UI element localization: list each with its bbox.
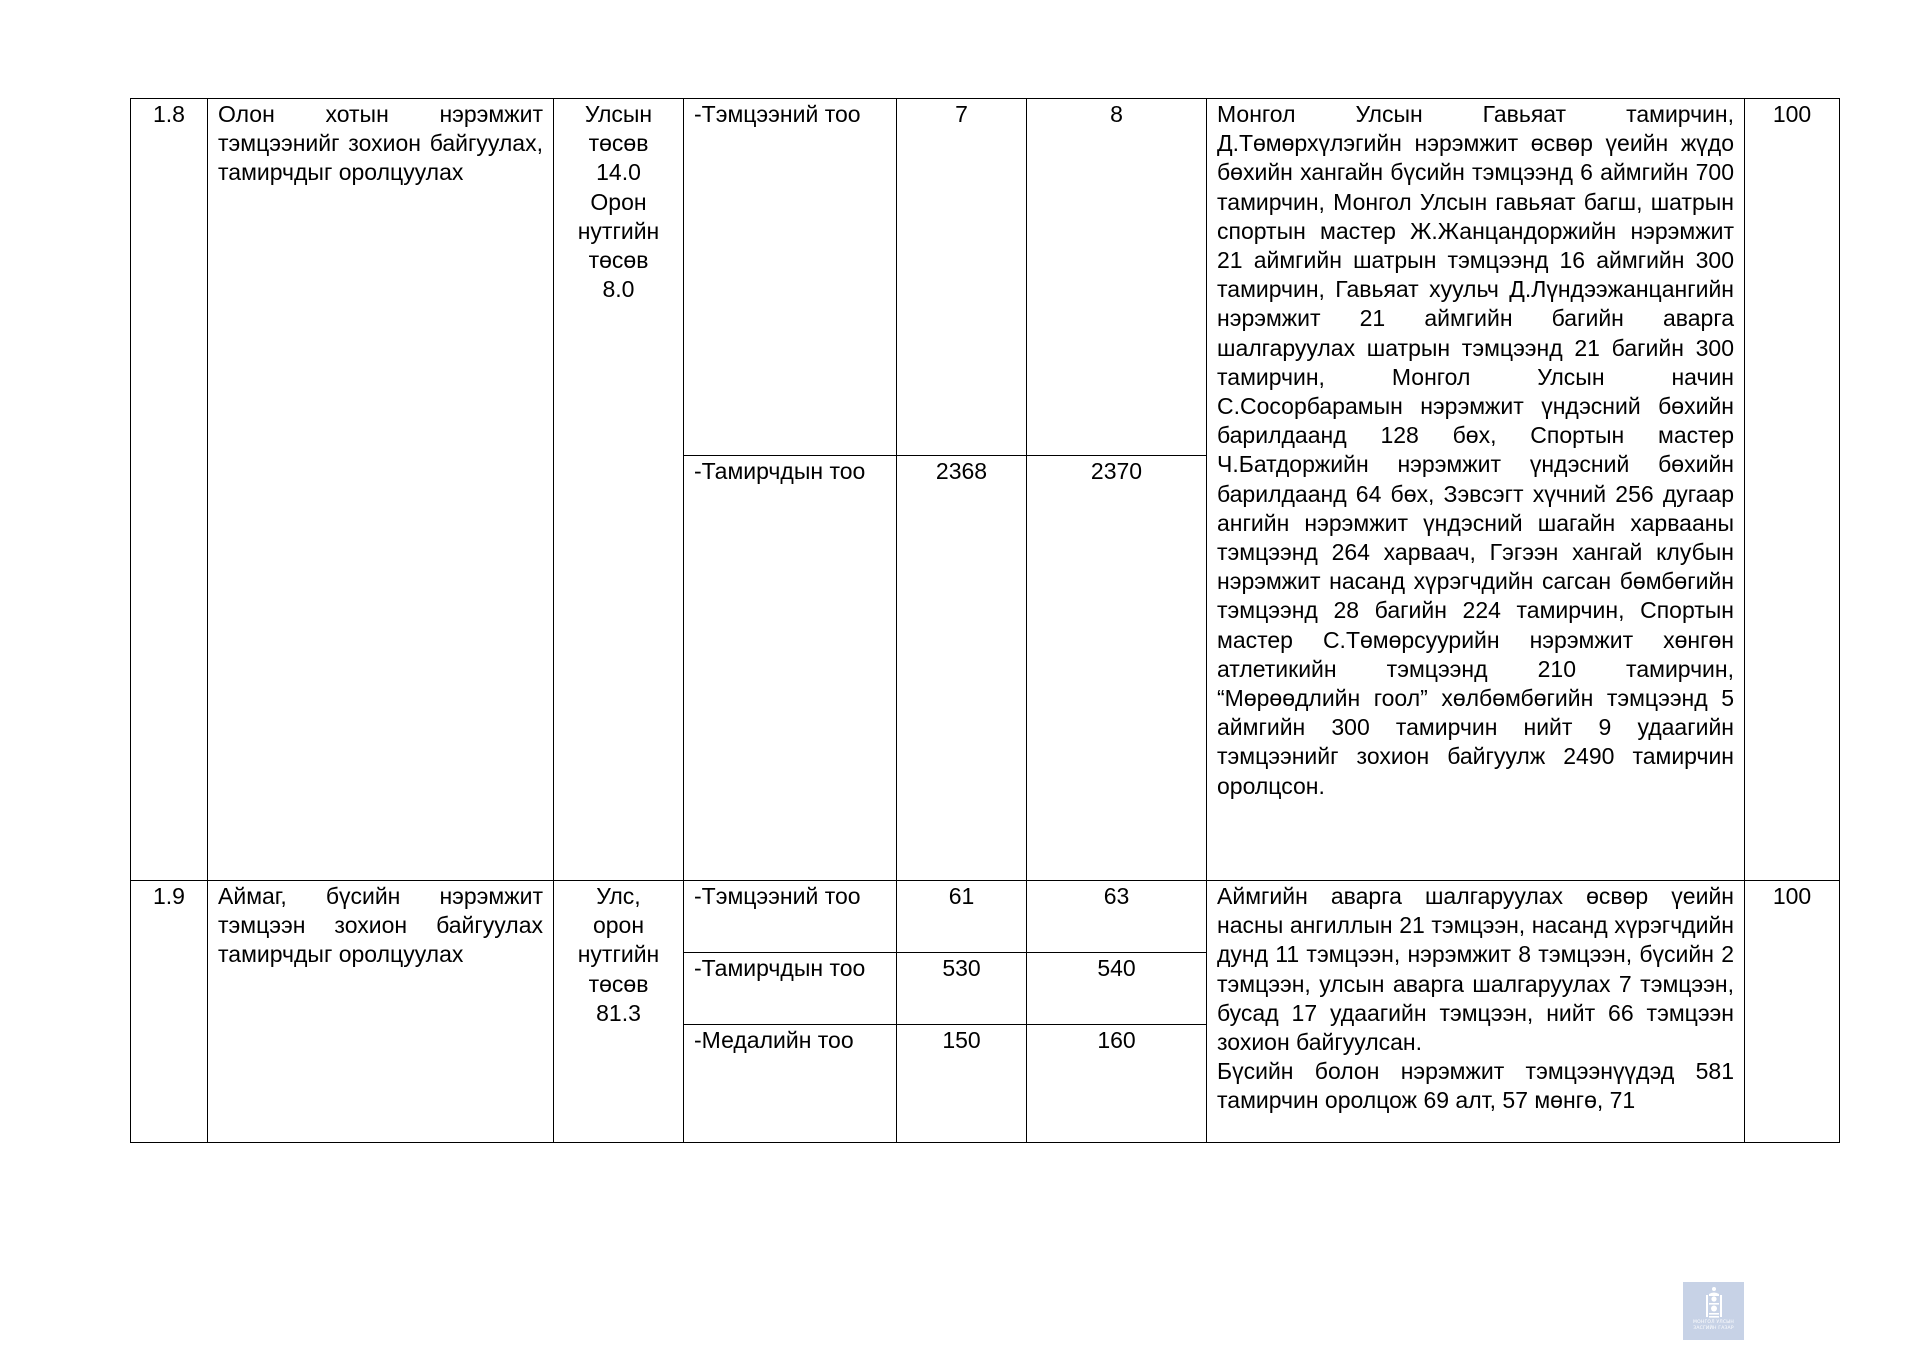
score-cell: 100	[1745, 881, 1840, 1143]
indicator-target-cell: 8	[1027, 99, 1207, 456]
indicator-baseline-cell: 7	[897, 99, 1027, 456]
indicator-baseline-cell: 2368	[897, 456, 1027, 881]
table-row-1-8	[131, 99, 1840, 456]
row-number-cell: 1.8	[131, 99, 208, 881]
indicator-target-cell: 2370	[1027, 456, 1207, 881]
indicator-target-cell: 540	[1027, 953, 1207, 1025]
soyombo-emblem-icon	[1702, 1286, 1726, 1320]
score-cell: 100	[1745, 99, 1840, 881]
result-cell: Монгол Улсын Гавьяат тамирчин, Д.Төмөрхүлэгийн нэрэмжит өсвөр үеийн жүдо бөхийн хангайн бүсийн тэмцээнд 6 аймгийн 700 тамирчин, Монгол Улсын гавьяат багш, шатрын спортын мастер Ж.Жанцандоржийн нэрэмжит 21 аймгийн шатрын тэмцээнд 16 аймгийн 300 тамирчин, Гавьяат хуульч Д.Лүндээжанцангийн нэрэмжит 21 аймгийн багийн аварга шалгаруулах шатрын тэмцээнд 21 багийн 300 тамирчин, Монгол Улсын начин С.Сосорбарамын нэрэмжит үндэсний бөхийн барилдаанд 128 бөх, Спортын мастер Ч.Батдоржийн нэрэмжит үндэсний бөхийн барилдаанд 64 бөх, Зэвсэгт хүчний 256 дугаар ангийн нэрэмжит үндэсний шагайн харвааны тэмцээнд 264 харваач, Гэгээн хангай клубын нэрэмжит насанд хүрэгчдийн сагсан бөмбөгийн тэмцээнд 28 багийн 224 тамирчин, Спортын мастер С.Төмөрсуурийн нэрэмжит хөнгөн атлетикийн тэмцээнд 210 тамирчин, “Мөрөөдлийн гоол” хөлбөмбөгийн тэмцээнд 5 аймгийн 300 тамирчин нийт 9 удаагийн тэмцээнийг зохион байгуулж 2490 тамирчин оролцсон.	[1207, 99, 1745, 881]
government-logo	[1683, 1282, 1744, 1340]
indicator-baseline-cell: 150	[897, 1025, 1027, 1143]
result-cell: Аймгийн аварга шалгаруулах өсвөр үеийн насны ангиллын 21 тэмцээн, насанд хүрэгчдийн дунд 11 тэмцээн, нэрэмжит 8 тэмцээн, бүсийн 2 тэмцээн, улсын аварга шалгаруулах 7 тэмцээн, бусад 17 удаагийн тэмцээн, нийт 66 тэмцээн зохион байгуулсан. Бүсийн болон нэрэмжит тэмцээнүүдэд 581 тамирчин оролцож 69 алт, 57 мөнгө, 71	[1207, 881, 1745, 1143]
row-number-cell: 1.9	[131, 881, 208, 1143]
activity-cell: Аймаг, бүсийн нэрэмжит тэмцээн зохион байгуулах тамирчдыг оролцуулах	[208, 881, 554, 1143]
indicator-name-cell: -Тэмцээний тоо	[684, 881, 897, 953]
indicator-target-cell: 160	[1027, 1025, 1207, 1143]
indicator-target-cell: 63	[1027, 881, 1207, 953]
logo-text: МОНГОЛ УЛСЫН ЗАСГИЙН ГАЗАР	[1693, 1320, 1734, 1331]
indicator-baseline-cell: 530	[897, 953, 1027, 1025]
indicator-name-cell: -Тамирчдын тоо	[684, 953, 897, 1025]
table-row-1-9	[131, 881, 1840, 953]
indicator-baseline-cell: 61	[897, 881, 1027, 953]
activity-cell: Олон хотын нэрэмжит тэмцээнийг зохион байгуулах, тамирчдыг оролцуулах	[208, 99, 554, 881]
indicator-name-cell: -Тамирчдын тоо	[684, 456, 897, 881]
budget-cell: Улсын төсөв 14.0 Орон нутгийн төсөв 8.0	[554, 99, 684, 881]
report-table	[130, 98, 1840, 1143]
indicator-name-cell: -Медалийн тоо	[684, 1025, 897, 1143]
budget-cell: Улс, орон нутгийн төсөв 81.3	[554, 881, 684, 1143]
indicator-name-cell: -Тэмцээний тоо	[684, 99, 897, 456]
